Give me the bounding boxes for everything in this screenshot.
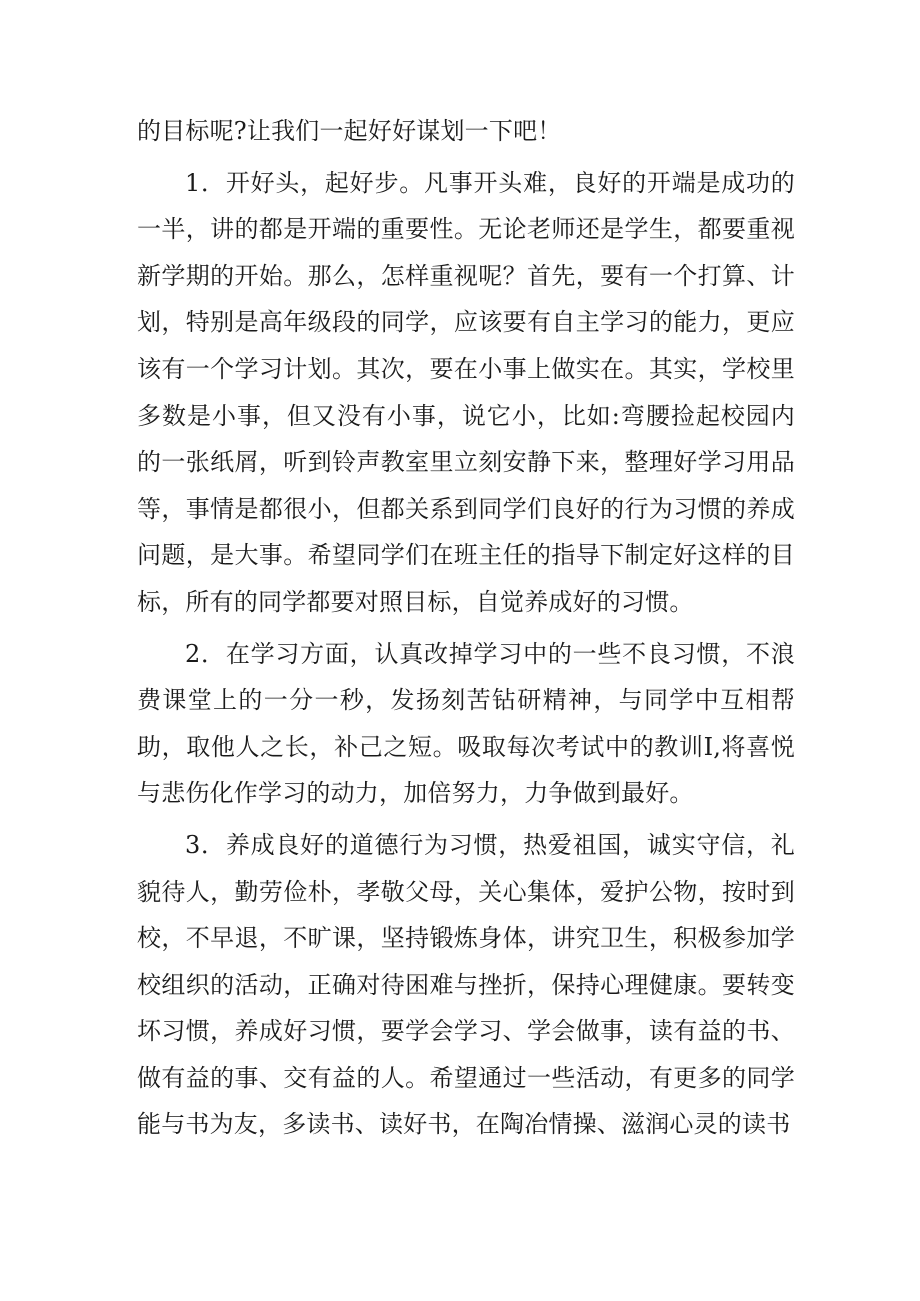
paragraph-item-1: 1．开好头，起好步。凡事开头难，良好的开端是成功的一半，讲的都是开端的重要性。无论老师还是学生，都要重视新学期的开始。那么，怎样重视呢？首先，要有一个打算、计划，特别是高年级段的同学，应该要有自主学习的能力，更应该有一个学习计划。其次，要在小事上做实在。其实，学校里多数是小事，但又没有小事，说它小，比如:弯腰捡起校园内的一张纸屑，听到铃声教室里立刻安静下来，整理好学习用品等，事情是都很小，但都关系到同学们良好的行为习惯的养成问题，是大事。希望同学们在班主任的指导下制定好这样的目标，所有的同学都要对照目标，自觉养成好的习惯。	[137, 168, 795, 616]
paragraph-continuation: 的目标呢?让我们一起好好谋划一下吧！	[137, 117, 562, 145]
paragraph-item-2: 2．在学习方面，认真改掉学习中的一些不良习惯，不浪费课堂上的一分一秒，发扬刻苦钻研精神，与同学中互相帮助，取他人之长，补己之短。吸取每次考试中的教训I,将喜悦与悲伤化作学习的动力，加倍努力，力争做到最好。	[137, 639, 795, 808]
paragraph-item-3: 3．养成良好的道德行为习惯，热爱祖国，诚实守信，礼貌待人，勤劳俭朴，孝敬父母，关心集体，爱护公物，按时到校，不早退，不旷课，坚持锻炼身体，讲究卫生，积极参加学校组织的活动，正确对待困难与挫折，保持心理健康。要转变坏习惯，养成好习惯，要学会学习、学会做事，读有益的书、做有益的事、交有益的人。希望通过一些活动，有更多的同学能与书为友，多读书、读好书，在陶冶情操、滋润心灵的读书	[137, 830, 795, 1139]
document-body	[137, 108, 795, 1148]
